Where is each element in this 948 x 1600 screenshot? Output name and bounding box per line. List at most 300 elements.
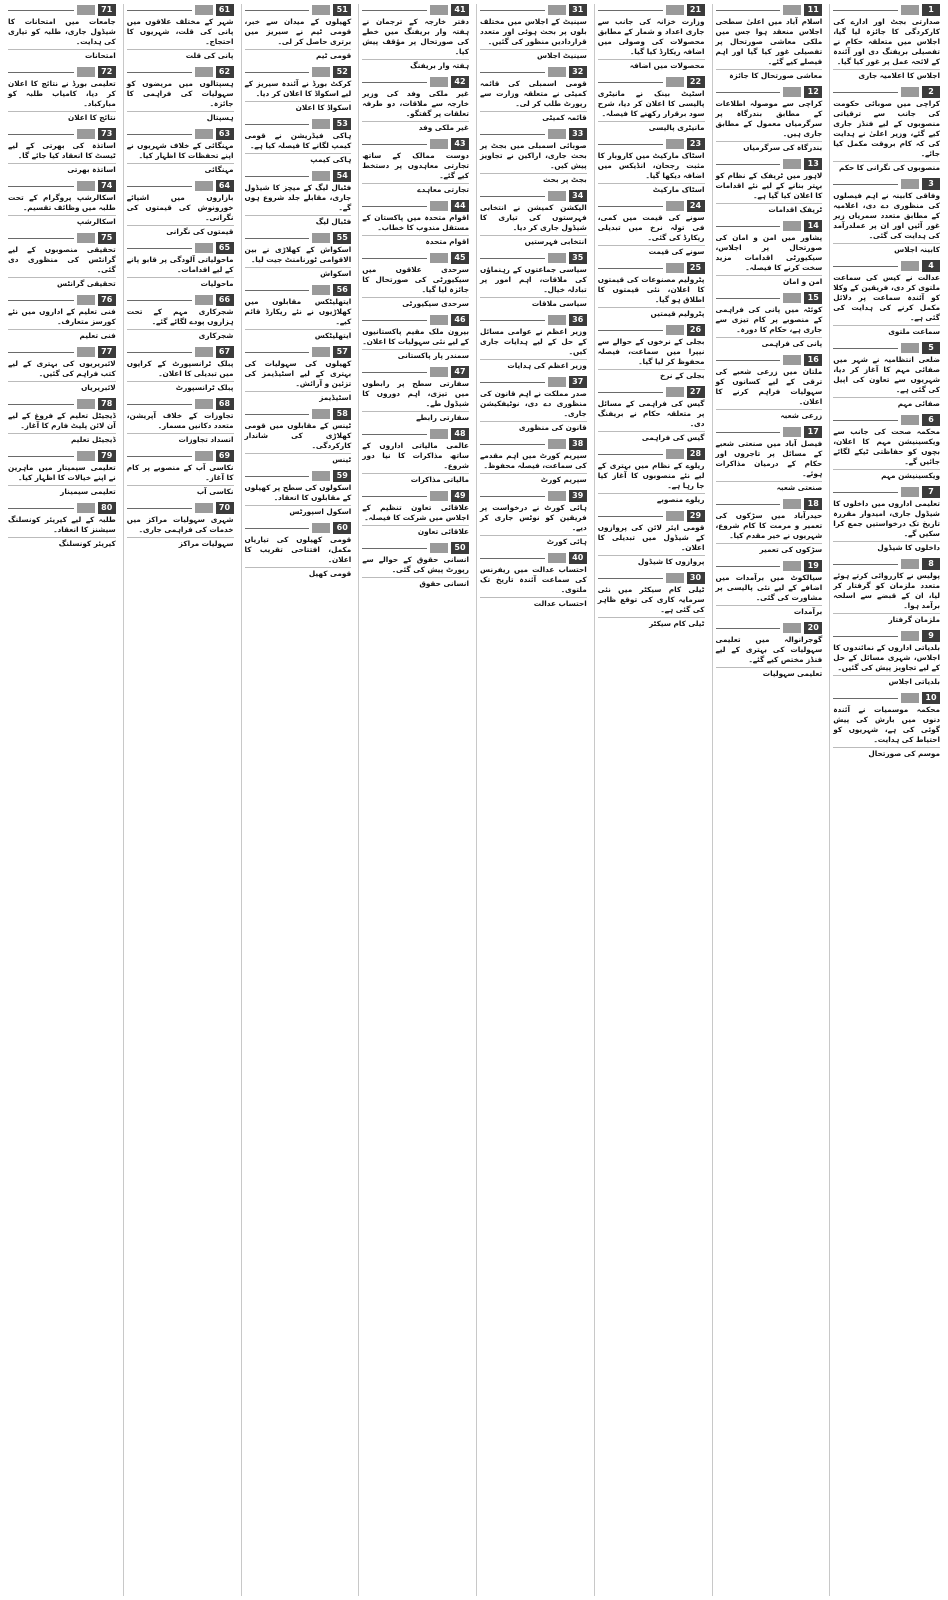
news-item: [833, 86, 940, 173]
news-item-number: 61: [216, 4, 234, 16]
news-item-footer: سینیٹ اجلاس: [480, 49, 587, 61]
news-item-tag-chip: [548, 5, 566, 15]
news-item-footer: اساتذہ بھرتی: [8, 163, 116, 175]
news-item-footer: سہولیات مراکز: [127, 537, 234, 549]
news-item-rule: [245, 124, 310, 125]
news-item-footer: پانی کی قلت: [127, 49, 234, 61]
news-item: [833, 260, 940, 337]
news-item-number: 27: [687, 386, 705, 398]
news-item-rule: [480, 72, 545, 73]
news-item-header: [8, 398, 116, 410]
news-item-header: [716, 292, 823, 304]
news-item-rule: [598, 330, 663, 331]
news-item-tag-chip: [548, 315, 566, 325]
news-item-footer: ٹیلی کام سیکٹر: [598, 617, 705, 629]
news-item-number: 80: [98, 502, 116, 514]
news-item-header: [480, 190, 587, 202]
news-item-tag-chip: [77, 5, 95, 15]
news-item-header: [245, 4, 352, 16]
news-item-tag-chip: [666, 201, 684, 211]
news-item-rule: [245, 414, 310, 415]
news-item-tag-chip: [901, 343, 919, 353]
news-item-tag-chip: [195, 503, 213, 513]
news-item-body: مہنگائی کے خلاف شہریوں نے اپنے تحفظات کا اظہار کیا۔: [126, 141, 234, 160]
news-item-body: لائبریریوں کی بہتری کے لیے کتب فراہم کی گئیں۔: [8, 359, 116, 378]
news-item-header: [127, 502, 234, 514]
news-item-rule: [362, 144, 427, 145]
news-item-rule: [716, 628, 781, 629]
news-item-body: وزیر اعظم نے عوامی مسائل کے حل کے لیے ہدایات جاری کیں۔: [480, 327, 587, 356]
news-item-tag-chip: [195, 67, 213, 77]
news-item-tag-chip: [77, 451, 95, 461]
news-item-number: 24: [687, 200, 705, 212]
news-item-body: پولیس نے کارروائی کرتے ہوئے متعدد ملزمان کو گرفتار کر لیا، ان کے قبضے سے اسلحہ برآمد ہوا۔: [833, 571, 940, 610]
news-item-tag-chip: [77, 295, 95, 305]
news-item: [127, 66, 234, 123]
news-item-body: اسلام آباد میں اعلیٰ سطحی اجلاس منعقد ہوا جس میں ملکی معاشی صورتحال پر تفصیلی غور کیا گیا اور اہم فیصلے کیے گئے۔: [715, 17, 823, 66]
news-item-number: 1: [922, 4, 940, 16]
news-item-number: 33: [569, 128, 587, 140]
news-item-number: 2: [922, 86, 940, 98]
news-item-number: 45: [451, 252, 469, 264]
news-item-number: 29: [687, 510, 705, 522]
news-item-header: [245, 118, 352, 130]
news-item-rule: [362, 258, 427, 259]
news-item: [598, 448, 705, 505]
news-item-body: ڈیجیٹل تعلیم کے فروغ کے لیے آن لائن پلیٹ فارم کا آغاز۔: [8, 411, 116, 430]
news-item-body: کھیلوں کی سہولیات کی بہتری کے لیے اسٹیڈیمز کی تزئین و آرائش۔: [244, 359, 352, 388]
news-item-rule: [833, 698, 898, 699]
news-item: [716, 498, 823, 555]
news-item-tag-chip: [430, 201, 448, 211]
news-item-number: 32: [569, 66, 587, 78]
news-item-rule: [245, 238, 310, 239]
news-item-body: اقوام متحدہ میں پاکستان کے مستقل مندوب کا خطاب۔: [362, 213, 469, 232]
news-item-header: [362, 428, 469, 440]
news-item-rule: [598, 144, 663, 145]
news-item-header: [833, 414, 940, 426]
news-item-header: [127, 180, 234, 192]
news-item-number: 71: [98, 4, 116, 16]
news-item-header: [245, 522, 352, 534]
news-item-header: [480, 490, 587, 502]
news-item-body: بلدیاتی اداروں کے نمائندوں کا اجلاس، شہری مسائل کے حل کے لیے تجاویز پیش کی گئیں۔: [833, 643, 940, 672]
news-item-number: 48: [451, 428, 469, 440]
news-item-header: [127, 242, 234, 254]
news-item-tag-chip: [195, 347, 213, 357]
news-item-number: 77: [98, 346, 116, 358]
news-item-tag-chip: [77, 129, 95, 139]
news-item-footer: کابینہ اجلاس: [833, 243, 940, 255]
news-item-body: ضلعی انتظامیہ نے شہر میں صفائی مہم کا آغاز کر دیا، شہریوں سے تعاون کی اپیل کی گئی ہے۔: [833, 355, 940, 394]
news-item-tag-chip: [901, 87, 919, 97]
news-item-header: [127, 398, 234, 410]
news-item-footer: کیریئر کونسلنگ: [8, 537, 116, 549]
news-item-header: [8, 450, 116, 462]
news-item-body: علاقائی تعاون تنظیم کے اجلاس میں شرکت کا فیصلہ۔: [362, 503, 469, 522]
news-item-header: [362, 200, 469, 212]
news-item-number: 58: [333, 408, 351, 420]
news-item-tag-chip: [901, 559, 919, 569]
news-item-number: 28: [687, 448, 705, 460]
news-item-header: [8, 294, 116, 306]
news-item-body: ہسپتالوں میں مریضوں کو سہولیات کی فراہمی کا جائزہ۔: [126, 79, 234, 108]
news-item-body: دفتر خارجہ کے ترجمان نے ہفتہ وار بریفنگ میں خطے کی صورتحال پر مؤقف پیش کیا۔: [362, 17, 469, 56]
news-item-rule: [833, 92, 898, 93]
news-item-body: قومی کھیلوں کی تیاریاں مکمل، افتتاحی تقریب کا اعلان۔: [244, 535, 352, 564]
news-item-rule: [480, 134, 545, 135]
news-item-rule: [127, 248, 192, 249]
news-item: [8, 232, 116, 289]
news-item: [127, 242, 234, 289]
news-item-body: تعلیمی بورڈ نے نتائج کا اعلان کر دیا، کامیاب طلبہ کو مبارکباد۔: [8, 79, 116, 108]
news-item-number: 34: [569, 190, 587, 202]
news-item-footer: فٹبال لیگ: [245, 215, 352, 227]
news-item-tag-chip: [666, 573, 684, 583]
news-item-rule: [833, 420, 898, 421]
news-item-footer: اسٹیڈیمز: [245, 391, 352, 403]
news-item-tag-chip: [77, 503, 95, 513]
news-item-number: 8: [922, 558, 940, 570]
news-item-footer: معاشی صورتحال کا جائزہ: [716, 69, 823, 81]
news-item-header: [8, 502, 116, 514]
news-item-header: [598, 448, 705, 460]
news-item-rule: [598, 516, 663, 517]
news-item-rule: [716, 226, 781, 227]
news-item-footer: پبلک ٹرانسپورٹ: [127, 381, 234, 393]
news-item: [716, 354, 823, 421]
news-item-rule: [8, 404, 74, 405]
news-item: [362, 252, 469, 309]
news-item-tag-chip: [430, 77, 448, 87]
news-item-footer: سرحدی سیکیورٹی: [362, 297, 469, 309]
news-item-tag-chip: [901, 693, 919, 703]
news-item: [716, 158, 823, 215]
news-item-body: ٹیلی کام سیکٹر میں نئی سرمایہ کاری کی توقع ظاہر کی گئی ہے۔: [597, 585, 705, 614]
news-item-body: گیس کی فراہمی کے مسائل پر متعلقہ حکام نے بریفنگ دی۔: [597, 399, 705, 428]
news-item-number: 13: [804, 158, 822, 170]
news-item-rule: [8, 10, 74, 11]
news-item-header: [833, 558, 940, 570]
news-item: [716, 86, 823, 153]
news-item-tag-chip: [312, 119, 330, 129]
news-item: [598, 262, 705, 319]
news-item: [8, 294, 116, 341]
news-item-footer: شجرکاری: [127, 329, 234, 341]
news-item-footer: ماحولیات: [127, 277, 234, 289]
news-item-tag-chip: [783, 159, 801, 169]
news-item-footer: سمندر پار پاکستانی: [362, 349, 469, 361]
news-item-header: [480, 66, 587, 78]
news-item-header: [598, 4, 705, 16]
news-item-number: 3: [922, 178, 940, 190]
news-item-footer: ڈیجیٹل تعلیم: [8, 433, 116, 445]
news-item-footer: ہفتہ وار بریفنگ: [362, 59, 469, 71]
news-item-header: [598, 324, 705, 336]
news-item-number: 4: [922, 260, 940, 272]
news-item-body: کراچی سے موصولہ اطلاعات کے مطابق بندرگاہ پر سرگرمیاں معمول کے مطابق جاری ہیں۔: [715, 99, 823, 138]
news-item-header: [8, 346, 116, 358]
news-item-header: [480, 552, 587, 564]
news-item-rule: [362, 372, 427, 373]
news-column-4: [476, 4, 590, 1596]
news-item-number: 6: [922, 414, 940, 426]
news-item-rule: [127, 456, 192, 457]
news-item-footer: ہائی کورٹ: [480, 535, 587, 547]
news-item-tag-chip: [666, 139, 684, 149]
news-item: [245, 118, 352, 165]
news-item-header: [598, 76, 705, 88]
news-item-number: 76: [98, 294, 116, 306]
news-item-tag-chip: [195, 243, 213, 253]
news-item-body: شہری سہولیات مراکز میں خدمات کی فراہمی جاری۔: [126, 515, 234, 534]
news-item-body: ایتھلیٹکس مقابلوں میں کھلاڑیوں نے نئے ریکارڈ قائم کیے۔: [244, 297, 352, 326]
news-item-tag-chip: [195, 399, 213, 409]
news-item-footer: ریلوے منصوبے: [598, 493, 705, 505]
news-item-number: 70: [216, 502, 234, 514]
news-item-tag-chip: [430, 491, 448, 501]
news-item-body: سیاسی جماعتوں کے رہنماؤں کی ملاقات، اہم امور پر تبادلہ خیال۔: [480, 265, 587, 294]
news-item-footer: سفارتی رابطے: [362, 411, 469, 423]
news-item: [833, 630, 940, 687]
news-item-header: [127, 4, 234, 16]
news-item-header: [480, 252, 587, 264]
news-item-tag-chip: [666, 449, 684, 459]
news-item-number: 12: [804, 86, 822, 98]
news-item: [598, 324, 705, 381]
news-item-body: فیصل آباد میں صنعتی شعبے کے مسائل پر تاجروں اور حکام کے درمیان مذاکرات ہوئے۔: [715, 439, 823, 478]
news-item-rule: [8, 300, 74, 301]
news-item-rule: [480, 496, 545, 497]
news-item-tag-chip: [548, 491, 566, 501]
news-item: [127, 450, 234, 497]
news-item-number: 52: [333, 66, 351, 78]
news-item-rule: [598, 10, 663, 11]
news-item-footer: زرعی شعبہ: [716, 409, 823, 421]
news-item-body: ہائی کورٹ نے درخواست پر فریقین کو نوٹس جاری کر دیے۔: [480, 503, 587, 532]
news-item-tag-chip: [783, 87, 801, 97]
news-item-rule: [245, 290, 310, 291]
news-item-rule: [480, 382, 545, 383]
news-item: [480, 490, 587, 547]
news-item-rule: [362, 496, 427, 497]
news-item-rule: [127, 300, 192, 301]
news-item-body: سرحدی علاقوں میں سیکیورٹی کی صورتحال کا جائزہ لیا گیا۔: [362, 265, 469, 294]
news-item-footer: قائمہ کمیٹی: [480, 111, 587, 123]
news-item-number: 65: [216, 242, 234, 254]
news-item: [362, 76, 469, 133]
news-item-tag-chip: [666, 5, 684, 15]
news-item-footer: سونے کی قیمت: [598, 245, 705, 257]
news-item-tag-chip: [430, 5, 448, 15]
news-item-rule: [362, 548, 427, 549]
news-item: [716, 4, 823, 81]
news-item-number: 36: [569, 314, 587, 326]
news-item: [598, 386, 705, 443]
news-item-body: اسٹاک مارکیٹ میں کاروبار کا مثبت رجحان، انڈیکس میں اضافہ دیکھا گیا۔: [597, 151, 705, 180]
news-item-tag-chip: [312, 5, 330, 15]
news-item-body: ملتان میں زرعی شعبے کی ترقی کے لیے کسانوں کو سہولیات فراہم کرنے کا اعلان۔: [715, 367, 823, 406]
news-item-footer: امن و امان: [716, 275, 823, 287]
news-item-footer: فنی تعلیم: [8, 329, 116, 341]
news-item-number: 78: [98, 398, 116, 410]
news-item-rule: [480, 258, 545, 259]
news-item-rule: [8, 186, 74, 187]
news-column-8: [5, 4, 119, 1596]
news-item-footer: داخلوں کا شیڈول: [833, 541, 940, 553]
news-item-number: 38: [569, 438, 587, 450]
news-item-rule: [127, 134, 192, 135]
news-item: [362, 200, 469, 247]
news-item-header: [598, 572, 705, 584]
news-item: [127, 4, 234, 61]
news-item-body: صدارتی بجٹ اور ادارے کی کارکردگی کا جائزہ لیا گیا، اجلاس میں متعلقہ حکام نے تفصیلی بریفنگ دی اور آئندہ کے لائحہ عمل پر غور کیا گیا۔: [833, 17, 940, 66]
news-item-tag-chip: [77, 399, 95, 409]
news-item-body: پبلک ٹرانسپورٹ کے کرایوں میں تبدیلی کا اعلان۔: [126, 359, 234, 378]
news-item: [8, 4, 116, 61]
news-item-number: 41: [451, 4, 469, 16]
news-item-footer: ملزمان گرفتار: [833, 613, 940, 625]
news-item-body: کراچی میں صوبائی حکومت کی جانب سے ترقیاتی منصوبوں کے لیے فنڈز جاری کیے گئے، وزیر اعلیٰ نے ہدایت کی کہ کام بروقت مکمل کیا جائے۔: [833, 99, 940, 158]
news-item-footer: وزیر اعظم کی ہدایات: [480, 359, 587, 371]
news-item: [833, 4, 940, 81]
news-item-number: 20: [804, 622, 822, 634]
news-column-7: [123, 4, 237, 1596]
news-item-tag-chip: [312, 233, 330, 243]
news-item-body: سیالکوٹ میں برآمدات میں اضافے کے لیے نئی پالیسی پر مشاورت کی گئی۔: [715, 573, 823, 602]
news-item: [480, 376, 587, 433]
news-item-footer: سماعت ملتوی: [833, 325, 940, 337]
news-item: [362, 366, 469, 423]
news-item-footer: احتساب عدالت: [480, 597, 587, 609]
news-item-header: [245, 66, 352, 78]
news-item-header: [716, 4, 823, 16]
news-item-tag-chip: [430, 315, 448, 325]
news-item: [245, 66, 352, 113]
news-item-footer: بندرگاہ کی سرگرمیاں: [716, 141, 823, 153]
news-item-body: بازاروں میں اشیائے خورونوش کی قیمتوں کی نگرانی۔: [126, 193, 234, 222]
news-item-tag-chip: [77, 233, 95, 243]
news-item-footer: اسٹاک مارکیٹ: [598, 183, 705, 195]
news-item-footer: نتائج کا اعلان: [8, 111, 116, 123]
news-item-body: سینیٹ کے اجلاس میں مختلف بلوں پر بحث ہوئی اور متعدد قراردادیں منظور کی گئیں۔: [480, 17, 587, 46]
news-item-tag-chip: [901, 5, 919, 15]
news-item-tag-chip: [312, 171, 330, 181]
news-item-tag-chip: [783, 499, 801, 509]
news-item-rule: [480, 10, 545, 11]
news-item-body: کوئٹہ میں پانی کی فراہمی کے منصوبے پر کام تیزی سے جاری ہے، حکام کا دورہ۔: [715, 305, 823, 334]
news-item-number: 10: [922, 692, 940, 704]
news-item-header: [362, 4, 469, 16]
news-item-rule: [127, 404, 192, 405]
news-item-rule: [362, 434, 427, 435]
news-item-header: [480, 4, 587, 16]
news-item-tag-chip: [430, 139, 448, 149]
news-item-footer: لائبریریاں: [8, 381, 116, 393]
news-item-header: [8, 180, 116, 192]
news-item-tag-chip: [783, 5, 801, 15]
news-item-footer: قانون کی منظوری: [480, 421, 587, 433]
news-item-header: [245, 284, 352, 296]
news-item: [8, 346, 116, 393]
news-item-body: قومی اسمبلی کی قائمہ کمیٹی نے متعلقہ وزارت سے رپورٹ طلب کر لی۔: [480, 79, 587, 108]
news-item-header: [716, 426, 823, 438]
news-item: [127, 398, 234, 445]
news-item-header: [8, 128, 116, 140]
news-item-rule: [716, 298, 781, 299]
news-item-rule: [480, 196, 545, 197]
news-item-header: [8, 232, 116, 244]
news-item-number: 40: [569, 552, 587, 564]
news-item-number: 5: [922, 342, 940, 354]
news-item-number: 60: [333, 522, 351, 534]
news-item-tag-chip: [901, 415, 919, 425]
news-item-footer: تحقیقی گرانٹس: [8, 277, 116, 289]
news-item-footer: امتحانات: [8, 49, 116, 61]
news-item: [245, 284, 352, 341]
news-item-body: ہاکی فیڈریشن نے قومی کیمپ لگانے کا فیصلہ کیا ہے۔: [244, 131, 352, 150]
news-item-tag-chip: [666, 387, 684, 397]
news-item-header: [833, 692, 940, 704]
news-item: [8, 128, 116, 175]
news-item-body: محکمہ صحت کی جانب سے ویکسینیشن مہم کا اعلان، بچوں کو حفاظتی ٹیکے لگائے جائیں گے۔: [833, 427, 940, 466]
news-column-3: [594, 4, 708, 1596]
news-item-number: 62: [216, 66, 234, 78]
news-item: [245, 170, 352, 227]
news-item: [833, 558, 940, 625]
news-item-header: [245, 346, 352, 358]
news-item-tag-chip: [312, 471, 330, 481]
news-item-footer: تعلیمی سیمینار: [8, 485, 116, 497]
news-item-footer: اجلاس کا اعلامیہ جاری: [833, 69, 940, 81]
news-item: [716, 220, 823, 287]
news-item-number: 39: [569, 490, 587, 502]
news-item-body: شجرکاری مہم کے تحت ہزاروں پودے لگائے گئے۔: [126, 307, 234, 326]
news-item-number: 21: [687, 4, 705, 16]
news-item-footer: قومی ٹیم: [245, 49, 352, 61]
news-item-footer: ویکسینیشن مہم: [833, 469, 940, 481]
news-item-number: 7: [922, 486, 940, 498]
news-item-footer: مانیٹری پالیسی: [598, 121, 705, 133]
news-item-body: غیر ملکی وفد کی وزیر خارجہ سے ملاقات، دو طرفہ تعلقات پر گفتگو۔: [362, 89, 469, 118]
news-item-number: 55: [333, 232, 351, 244]
news-item-number: 66: [216, 294, 234, 306]
news-item-footer: قومی کھیل: [245, 567, 352, 579]
news-item-footer: پانی کی فراہمی: [716, 337, 823, 349]
news-item-tag-chip: [548, 191, 566, 201]
news-item-body: بجلی کے نرخوں کے حوالے سے نیپرا میں سماعت، فیصلہ محفوظ کر لیا گیا۔: [597, 337, 705, 366]
news-item-body: کھیلوں کے میدان سے خبر، قومی ٹیم نے سیریز میں برتری حاصل کر لی۔: [244, 17, 352, 46]
news-item-rule: [598, 454, 663, 455]
news-item-rule: [716, 92, 781, 93]
news-item-rule: [8, 352, 74, 353]
news-item: [362, 138, 469, 195]
news-item-number: 31: [569, 4, 587, 16]
news-item-body: صوبائی اسمبلی میں بجٹ پر بحث جاری، اراکین نے تجاویز پیش کیں۔: [480, 141, 587, 170]
news-item-body: انسانی حقوق کے حوالے سے رپورٹ پیش کی گئی۔: [362, 555, 469, 574]
news-item-tag-chip: [195, 295, 213, 305]
news-item-tag-chip: [77, 347, 95, 357]
news-item-number: 17: [804, 426, 822, 438]
news-item-tag-chip: [548, 67, 566, 77]
news-item-tag-chip: [312, 67, 330, 77]
news-item-footer: ایتھلیٹکس: [245, 329, 352, 341]
news-item-number: 50: [451, 542, 469, 554]
news-item-header: [598, 510, 705, 522]
news-item-header: [245, 408, 352, 420]
news-column-5: [358, 4, 472, 1596]
news-item-body: کرکٹ بورڈ نے آئندہ سیریز کے لیے اسکواڈ کا اعلان کر دیا۔: [244, 79, 352, 98]
